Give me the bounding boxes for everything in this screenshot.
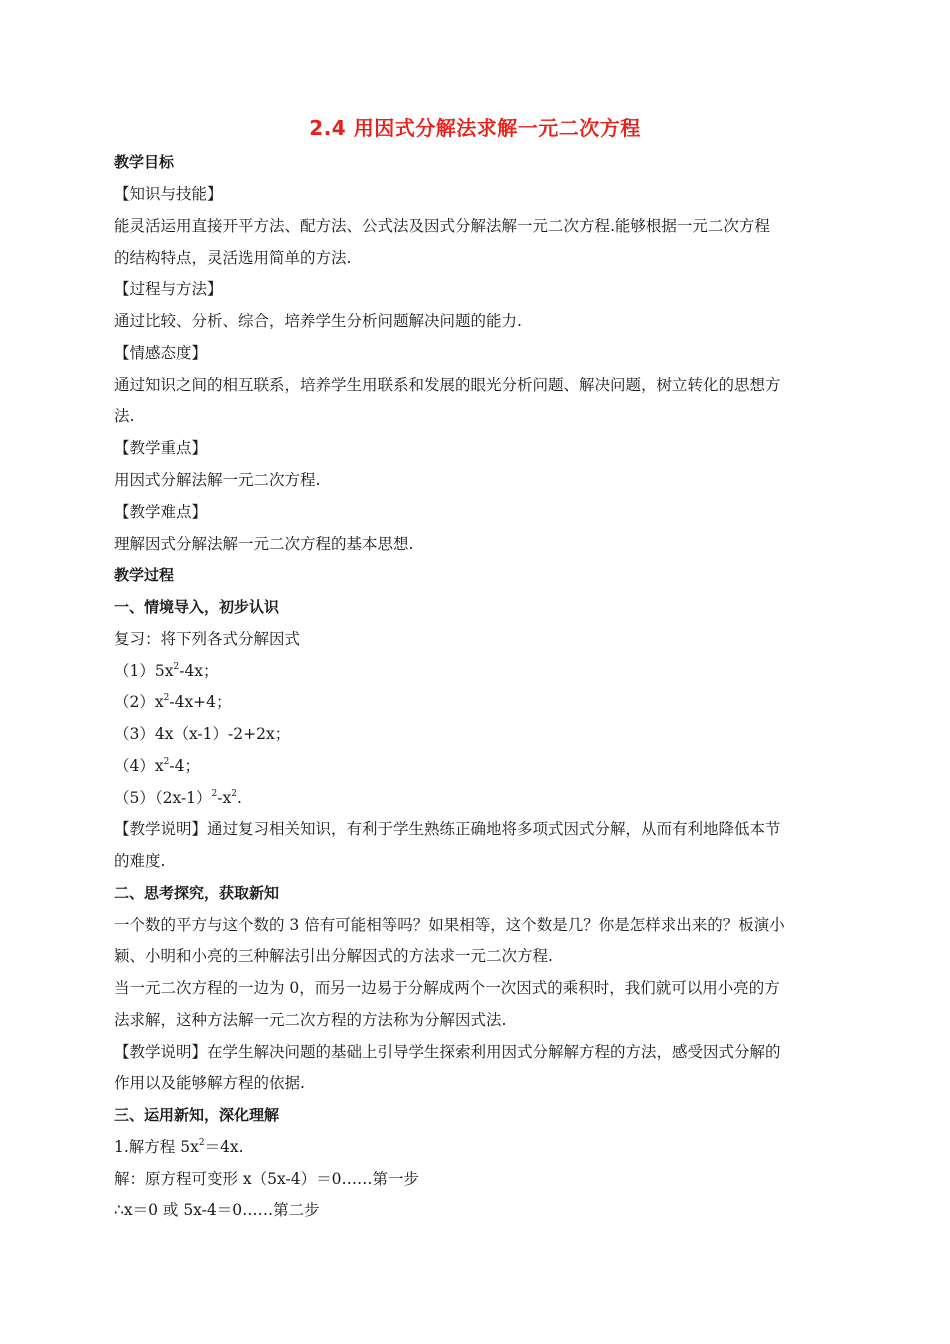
knowledge-text-line-1: 能灵活运用直接开平方法、配方法、公式法及因式分解法解一元二次方程.能够根据一元二次方程 [114, 217, 770, 235]
difficulty-text: 理解因式分解法解一元二次方程的基本思想. [114, 535, 414, 553]
teaching-note-2-line-1: 【教学说明】在学生解决问题的基础上引导学生探索利用因式分解解方程的方法，感受因式分解的 [114, 1043, 781, 1061]
section-2-text-line-4: 法求解，这种方法解一元二次方程的方法称为分解因式法. [114, 1011, 507, 1029]
teaching-note-1-line-1: 【教学说明】通过复习相关知识，有利于学生熟练正确地将多项式因式分解，从而有利地降低本节 [114, 820, 781, 838]
section-2-text-line-1: 一个数的平方与这个数的 3 倍有可能相等吗？如果相等，这个数是几？你是怎样求出来的？板演小 [114, 916, 785, 934]
review-item-1: $(1)5x^2-4x$； [114, 662, 219, 680]
review-item-3: （3）4x（x-1）-2+2x； [114, 725, 291, 743]
section-3-heading: 三、运用新知，深化理解 [114, 1106, 280, 1124]
key-point-heading: 【教学重点】 [114, 439, 208, 457]
section-1-heading: 一、情境导入，初步认识 [114, 598, 280, 616]
emotion-heading: 【情感态度】 [114, 344, 208, 362]
knowledge-text-line-2: 的结构特点，灵活选用简单的方法. [114, 249, 352, 267]
teaching-note-2-line-2: 作用以及能够解方程的依据. [114, 1074, 305, 1092]
objectives-heading: 教学目标 [114, 153, 175, 171]
teaching-note-1-line-2: 的难度. [114, 852, 166, 870]
section-2-heading: 二、思考探究，获取新知 [114, 884, 280, 902]
example-1-step-1: 解：原方程可变形 x（5x-4）＝0……第一步 [114, 1170, 419, 1188]
key-point-text: 用因式分解法解一元二次方程. [114, 471, 321, 489]
page-title: 2.4 用因式分解法求解一元二次方程 [309, 116, 641, 140]
process-heading: 【过程与方法】 [114, 280, 223, 298]
emotion-text-line-1: 通过知识之间的相互联系，培养学生用联系和发展的眼光分析问题、解决问题，树立转化的思想方 [114, 376, 781, 394]
difficulty-heading: 【教学难点】 [114, 503, 208, 521]
emotion-text-line-2: 法. [114, 407, 135, 425]
teaching-process-heading: 教学过程 [114, 566, 175, 584]
review-item-5: $(5)(2x-1)^2-x^2$. [114, 789, 242, 807]
review-item-2: $(2)x^2-4x+4$； [114, 693, 232, 711]
section-2-text-line-2: 颖、小明和小亮的三种解法引出分解因式的方法求一元二次方程. [114, 947, 553, 965]
example-1-step-2: ∴x＝0 或 5x-4＝0……第二步 [114, 1201, 320, 1219]
section-2-text-line-3: 当一元二次方程的一边为 0，而另一边易于分解成两个一次因式的乘积时，我们就可以用小亮的方 [114, 979, 780, 997]
process-text: 通过比较、分析、综合，培养学生分析问题解决问题的能力. [114, 312, 522, 330]
review-text: 复习：将下列各式分解因式 [114, 630, 301, 648]
knowledge-heading: 【知识与技能】 [114, 185, 223, 203]
example-1-problem: 1.解方程 $5x^2=4x$. [114, 1138, 244, 1156]
review-item-4: $(4)x^2-4$； [114, 757, 200, 775]
